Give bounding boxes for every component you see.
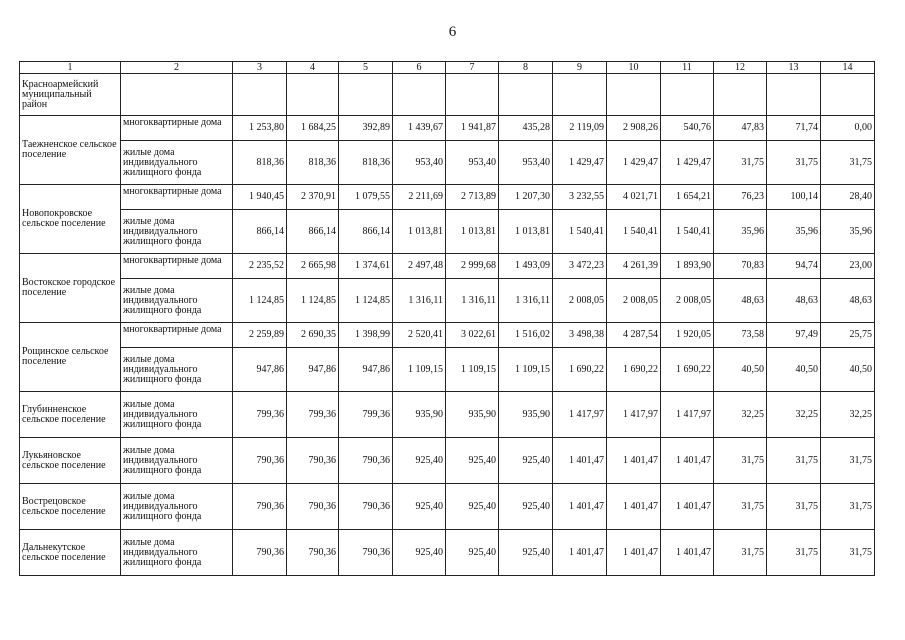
settlement-name: Вострецовское сельское поселение (20, 484, 121, 530)
tariff-value: 1 654,21 (661, 185, 714, 210)
tariff-value: 76,23 (714, 185, 767, 210)
header-row (20, 62, 875, 74)
tariff-value: 31,75 (714, 438, 767, 484)
table-row (20, 323, 875, 348)
tariff-value: 1 417,97 (553, 392, 607, 438)
tariff-value: 4 261,39 (607, 254, 661, 279)
tariff-table (19, 61, 875, 576)
tariff-value: 1 316,11 (499, 279, 553, 323)
tariff-value: 866,14 (287, 210, 339, 254)
tariff-value: 1 439,67 (393, 116, 446, 141)
housing-type: жилые дома индивидуального жилищного фонда (121, 348, 233, 392)
tariff-value: 1 540,41 (661, 210, 714, 254)
empty-cell (553, 74, 607, 116)
col-header: 5 (339, 62, 393, 74)
col-header: 13 (767, 62, 821, 74)
tariff-value: 435,28 (499, 116, 553, 141)
table-row (20, 254, 875, 279)
tariff-value: 947,86 (339, 348, 393, 392)
tariff-value: 1 316,11 (446, 279, 499, 323)
tariff-value: 31,75 (767, 484, 821, 530)
tariff-value: 1 690,22 (607, 348, 661, 392)
tariff-value: 25,75 (821, 323, 875, 348)
tariff-value: 818,36 (287, 141, 339, 185)
tariff-value: 866,14 (233, 210, 287, 254)
tariff-value: 953,40 (446, 141, 499, 185)
tariff-value: 48,63 (714, 279, 767, 323)
region-row (20, 74, 875, 116)
tariff-value: 1 401,47 (661, 438, 714, 484)
col-header: 12 (714, 62, 767, 74)
tariff-value: 925,40 (446, 484, 499, 530)
tariff-value: 31,75 (821, 141, 875, 185)
housing-type: многоквартирные дома (121, 116, 233, 141)
settlement-name: Глубинненское сельское поселение (20, 392, 121, 438)
tariff-value: 799,36 (233, 392, 287, 438)
table-row (20, 484, 875, 530)
tariff-value: 1 013,81 (446, 210, 499, 254)
tariff-value: 799,36 (287, 392, 339, 438)
housing-type: жилые дома индивидуального жилищного фонда (121, 141, 233, 185)
tariff-value: 1 401,47 (607, 484, 661, 530)
tariff-value: 1 124,85 (287, 279, 339, 323)
tariff-value: 1 398,99 (339, 323, 393, 348)
col-header: 4 (287, 62, 339, 74)
tariff-value: 1 316,11 (393, 279, 446, 323)
empty-cell (661, 74, 714, 116)
tariff-value: 23,00 (821, 254, 875, 279)
tariff-value: 1 401,47 (607, 438, 661, 484)
empty-cell (393, 74, 446, 116)
tariff-value: 48,63 (821, 279, 875, 323)
region-title: Красноармейский муниципальный район (20, 74, 121, 116)
tariff-value: 790,36 (287, 484, 339, 530)
tariff-value: 935,90 (446, 392, 499, 438)
tariff-value: 925,40 (499, 438, 553, 484)
empty-cell (499, 74, 553, 116)
tariff-value: 790,36 (287, 530, 339, 576)
tariff-value: 3 472,23 (553, 254, 607, 279)
col-header: 10 (607, 62, 661, 74)
tariff-value: 31,75 (714, 141, 767, 185)
housing-type: жилые дома индивидуального жилищного фонда (121, 484, 233, 530)
tariff-value: 925,40 (446, 438, 499, 484)
tariff-value: 31,75 (821, 530, 875, 576)
tariff-value: 31,75 (767, 438, 821, 484)
tariff-value: 1 429,47 (553, 141, 607, 185)
tariff-value: 35,96 (821, 210, 875, 254)
tariff-value: 31,75 (821, 438, 875, 484)
empty-cell (121, 74, 233, 116)
tariff-value: 2 211,69 (393, 185, 446, 210)
tariff-value: 2 370,91 (287, 185, 339, 210)
table-row (20, 348, 875, 392)
tariff-value: 1 401,47 (553, 530, 607, 576)
table-row (20, 116, 875, 141)
housing-type: жилые дома индивидуального жилищного фонда (121, 210, 233, 254)
empty-cell (446, 74, 499, 116)
housing-type: жилые дома индивидуального жилищного фонда (121, 392, 233, 438)
tariff-value: 2 008,05 (607, 279, 661, 323)
tariff-value: 70,83 (714, 254, 767, 279)
table-row (20, 210, 875, 254)
tariff-value: 935,90 (393, 392, 446, 438)
tariff-value: 32,25 (714, 392, 767, 438)
tariff-value: 953,40 (499, 141, 553, 185)
tariff-value: 1 401,47 (661, 484, 714, 530)
table-row (20, 530, 875, 576)
table-row (20, 185, 875, 210)
tariff-value: 1 013,81 (499, 210, 553, 254)
tariff-value: 1 690,22 (553, 348, 607, 392)
tariff-value: 2 119,09 (553, 116, 607, 141)
table-row (20, 438, 875, 484)
tariff-value: 3 232,55 (553, 185, 607, 210)
tariff-value: 1 920,05 (661, 323, 714, 348)
tariff-value: 1 013,81 (393, 210, 446, 254)
tariff-value: 1 109,15 (499, 348, 553, 392)
table-body (20, 62, 875, 576)
tariff-value: 1 690,22 (661, 348, 714, 392)
tariff-value: 1 124,85 (339, 279, 393, 323)
table-row (20, 279, 875, 323)
tariff-value: 925,40 (393, 530, 446, 576)
tariff-value: 2 908,26 (607, 116, 661, 141)
tariff-value: 3 498,38 (553, 323, 607, 348)
tariff-value: 40,50 (767, 348, 821, 392)
tariff-value: 1 401,47 (553, 484, 607, 530)
tariff-value: 790,36 (233, 438, 287, 484)
tariff-value: 31,75 (714, 484, 767, 530)
tariff-value: 1 124,85 (233, 279, 287, 323)
tariff-value: 1 940,45 (233, 185, 287, 210)
tariff-value: 799,36 (339, 392, 393, 438)
settlement-name: Таежненское сельское поселение (20, 116, 121, 185)
tariff-value: 2 008,05 (661, 279, 714, 323)
tariff-value: 790,36 (233, 484, 287, 530)
tariff-value: 2 235,52 (233, 254, 287, 279)
tariff-value: 0,00 (821, 116, 875, 141)
tariff-value: 790,36 (287, 438, 339, 484)
empty-cell (287, 74, 339, 116)
col-header: 2 (121, 62, 233, 74)
col-header: 9 (553, 62, 607, 74)
housing-type: многоквартирные дома (121, 254, 233, 279)
tariff-value: 1 253,80 (233, 116, 287, 141)
tariff-value: 1 893,90 (661, 254, 714, 279)
empty-cell (767, 74, 821, 116)
tariff-value: 925,40 (499, 484, 553, 530)
tariff-value: 1 540,41 (553, 210, 607, 254)
tariff-value: 94,74 (767, 254, 821, 279)
tariff-value: 790,36 (233, 530, 287, 576)
tariff-value: 947,86 (287, 348, 339, 392)
tariff-value: 48,63 (767, 279, 821, 323)
tariff-value: 31,75 (767, 530, 821, 576)
tariff-value: 2 690,35 (287, 323, 339, 348)
tariff-value: 925,40 (393, 484, 446, 530)
tariff-value: 71,74 (767, 116, 821, 141)
tariff-value: 3 022,61 (446, 323, 499, 348)
settlement-name: Лукьяновское сельское поселение (20, 438, 121, 484)
tariff-value: 32,25 (821, 392, 875, 438)
tariff-value: 1 401,47 (553, 438, 607, 484)
housing-type: жилые дома индивидуального жилищного фонда (121, 438, 233, 484)
tariff-value: 2 008,05 (553, 279, 607, 323)
empty-cell (821, 74, 875, 116)
col-header: 11 (661, 62, 714, 74)
tariff-value: 73,58 (714, 323, 767, 348)
col-header: 14 (821, 62, 875, 74)
tariff-value: 866,14 (339, 210, 393, 254)
tariff-value: 1 109,15 (393, 348, 446, 392)
tariff-value: 392,89 (339, 116, 393, 141)
col-header: 3 (233, 62, 287, 74)
empty-cell (339, 74, 393, 116)
empty-cell (714, 74, 767, 116)
tariff-value: 935,90 (499, 392, 553, 438)
tariff-value: 35,96 (767, 210, 821, 254)
tariff-value: 40,50 (714, 348, 767, 392)
tariff-value: 925,40 (393, 438, 446, 484)
tariff-value: 1 207,30 (499, 185, 553, 210)
tariff-value: 1 417,97 (661, 392, 714, 438)
tariff-value: 1 079,55 (339, 185, 393, 210)
tariff-value: 4 287,54 (607, 323, 661, 348)
tariff-value: 2 259,89 (233, 323, 287, 348)
col-header: 8 (499, 62, 553, 74)
tariff-value: 40,50 (821, 348, 875, 392)
settlement-name: Новопокровское сельское поселение (20, 185, 121, 254)
tariff-value: 31,75 (767, 141, 821, 185)
settlement-name: Востокское городское поселение (20, 254, 121, 323)
table-row (20, 141, 875, 185)
tariff-value: 947,86 (233, 348, 287, 392)
tariff-value: 540,76 (661, 116, 714, 141)
tariff-value: 35,96 (714, 210, 767, 254)
tariff-value: 1 684,25 (287, 116, 339, 141)
housing-type: многоквартирные дома (121, 323, 233, 348)
empty-cell (233, 74, 287, 116)
page-number: 6 (448, 24, 457, 40)
tariff-value: 2 713,89 (446, 185, 499, 210)
housing-type: многоквартирные дома (121, 185, 233, 210)
col-header: 6 (393, 62, 446, 74)
settlement-name: Дальнекутское сельское поселение (20, 530, 121, 576)
tariff-value: 2 999,68 (446, 254, 499, 279)
tariff-value: 100,14 (767, 185, 821, 210)
tariff-value: 925,40 (499, 530, 553, 576)
tariff-value: 790,36 (339, 530, 393, 576)
tariff-value: 32,25 (767, 392, 821, 438)
tariff-value: 2 497,48 (393, 254, 446, 279)
tariff-value: 790,36 (339, 484, 393, 530)
tariff-value: 1 516,02 (499, 323, 553, 348)
tariff-value: 1 401,47 (661, 530, 714, 576)
tariff-value: 2 520,41 (393, 323, 446, 348)
tariff-value: 28,40 (821, 185, 875, 210)
tariff-value: 1 401,47 (607, 530, 661, 576)
housing-type: жилые дома индивидуального жилищного фонда (121, 279, 233, 323)
tariff-value: 1 417,97 (607, 392, 661, 438)
table-row (20, 392, 875, 438)
housing-type: жилые дома индивидуального жилищного фонда (121, 530, 233, 576)
tariff-value: 1 429,47 (661, 141, 714, 185)
settlement-name: Рощинское сельское поселение (20, 323, 121, 392)
tariff-value: 1 109,15 (446, 348, 499, 392)
col-header: 1 (20, 62, 121, 74)
tariff-value: 953,40 (393, 141, 446, 185)
tariff-value: 2 665,98 (287, 254, 339, 279)
tariff-value: 1 374,61 (339, 254, 393, 279)
tariff-value: 1 540,41 (607, 210, 661, 254)
tariff-value: 1 493,09 (499, 254, 553, 279)
tariff-value: 818,36 (339, 141, 393, 185)
tariff-value: 31,75 (821, 484, 875, 530)
tariff-value: 31,75 (714, 530, 767, 576)
tariff-value: 790,36 (339, 438, 393, 484)
tariff-value: 47,83 (714, 116, 767, 141)
tariff-value: 1 429,47 (607, 141, 661, 185)
col-header: 7 (446, 62, 499, 74)
tariff-value: 925,40 (446, 530, 499, 576)
tariff-value: 97,49 (767, 323, 821, 348)
tariff-value: 1 941,87 (446, 116, 499, 141)
tariff-value: 818,36 (233, 141, 287, 185)
empty-cell (607, 74, 661, 116)
tariff-value: 4 021,71 (607, 185, 661, 210)
